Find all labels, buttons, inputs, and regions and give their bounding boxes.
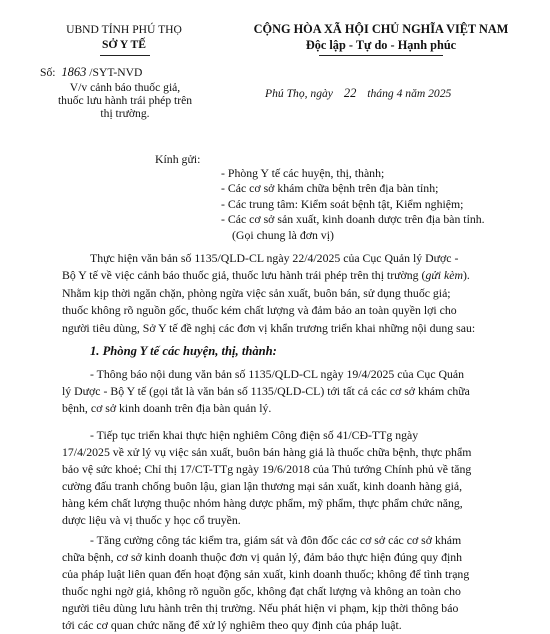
- recipients-label: Kính gửi:: [155, 152, 201, 166]
- section-1-line: hàng kém chất lượng thuộc nhóm hàng dược phẩm, mỹ phẩm, thực phẩm chức năng,: [62, 496, 463, 510]
- section-1-line: - Thông báo nội dung văn bản số 1135/QLD-CL ngày 19/4/2025 của Cục Quản: [90, 367, 465, 381]
- document-date: [265, 85, 451, 102]
- section-1-line: bệnh, cơ sở kinh doanh trên địa bàn quản lý.: [62, 401, 272, 415]
- document-number: [40, 64, 142, 81]
- recipient-item: - Phòng Y tế các huyện, thị, thành;: [221, 166, 385, 180]
- attached-note: gửi kèm: [425, 268, 463, 282]
- date-month-year: tháng 4 năm 2025: [367, 87, 452, 100]
- subject-line-2: thuốc lưu hành trái phép trên: [57, 94, 193, 107]
- section-1-line: - Tiếp tục triển khai thực hiện nghiêm Công điện số 41/CĐ-TTg ngày: [90, 428, 419, 442]
- department-name: SỞ Y TẾ: [101, 38, 147, 51]
- section-1-heading: 1. Phòng Y tế các huyện, thị, thành:: [90, 344, 277, 358]
- subject-line-1: V/v cảnh báo thuốc giả,: [69, 81, 181, 94]
- section-1-line: thuốc nghi ngờ giả, không rõ nguồn gốc, không đạt chất lượng và không an toàn cho: [62, 584, 461, 598]
- intro-line: thuốc không rõ nguồn gốc, thuốc kém chất lượng và đảm bảo an toàn quyền lợi cho: [62, 303, 457, 317]
- recipient-item: - Các cơ sở sản xuất, kinh doanh dược trên địa bàn tỉnh.: [221, 212, 485, 226]
- motto-underline: [319, 55, 443, 56]
- agency-name: UBND TỈNH PHÚ THỌ: [66, 23, 182, 36]
- date-place: Phú Thọ, ngày: [265, 87, 333, 100]
- section-1-line: bảo vệ sức khoẻ; Chỉ thị 17/CT-TTg ngày 19/6/2018 của Thủ tướng Chính phủ về tăng: [62, 462, 472, 476]
- intro-line: Bộ Y tế về việc cảnh báo thuốc giả, thuốc lưu hành trái phép trên thị trường (gửi kèm).: [62, 268, 470, 282]
- section-1-line: người tiêu dùng lưu hành trên thị trường. Nếu phát hiện vi phạm, kịp thời thông báo: [62, 601, 459, 615]
- number-value: 1863: [61, 65, 87, 79]
- section-1-line: 17/4/2025 về xử lý vụ việc sản xuất, buôn bán hàng giả là thuốc chữa bệnh, thực phẩm: [62, 445, 472, 459]
- number-suffix: /SYT-NVD: [89, 66, 143, 79]
- section-1-line: chữa bệnh, cơ sở kinh doanh thuộc đơn vị quản lý, đảm bảo thực hiện đúng quy định: [62, 550, 463, 564]
- section-1-line: của pháp luật liên quan đến hoạt động sản xuất, kinh doanh thuốc; không để tình trạng: [62, 567, 470, 581]
- number-prefix: Số:: [40, 66, 56, 79]
- section-1-line: - Tăng cường công tác kiểm tra, giám sát và đôn đốc các cơ sở các cơ sở khám: [90, 533, 462, 547]
- recipients-note: (Gọi chung là đơn vị): [232, 228, 334, 242]
- motto: Độc lập - Tự do - Hạnh phúc: [305, 38, 457, 52]
- intro-line: người tiêu dùng, Sở Y tế đề nghị các đơn vị khẩn trương triển khai những nội dung sau:: [62, 321, 476, 335]
- section-1-line: dược liệu và vị thuốc y học cổ truyền.: [62, 513, 241, 527]
- section-1-line: cường đấu tranh chống buôn lậu, gian lận thương mại sản xuất, kinh doanh hàng giả,: [62, 479, 463, 493]
- country-name: CỘNG HÒA XÃ HỘI CHỦ NGHĨA VIỆT NAM: [253, 22, 509, 36]
- subject-line-3: thị trường.: [100, 107, 150, 120]
- department-underline: [100, 55, 150, 56]
- date-day: 22: [343, 86, 357, 100]
- intro-line: Nhằm kịp thời ngăn chặn, phòng ngừa việc sản xuất, buôn bán, sử dụng thuốc giả;: [62, 286, 451, 300]
- recipient-item: - Các cơ sở khám chữa bệnh trên địa bàn tỉnh;: [221, 181, 439, 195]
- section-1-line: tới các cơ quan chức năng để xử lý nghiêm theo quy định của pháp luật.: [62, 618, 402, 632]
- section-1-paragraph-3: [62, 532, 522, 632]
- intro-line: Thực hiện văn bản số 1135/QLD-CL ngày 22/4/2025 của Cục Quản lý Dược -: [90, 251, 459, 265]
- section-1-line: lý Dược - Bộ Y tế (gọi tắt là văn bản số 1135/QLD-CL) tới tất cả các cơ sở khám chữa: [62, 384, 470, 398]
- recipient-item: - Các trung tâm: Kiểm soát bệnh tật, Kiểm nghiệm;: [221, 197, 464, 211]
